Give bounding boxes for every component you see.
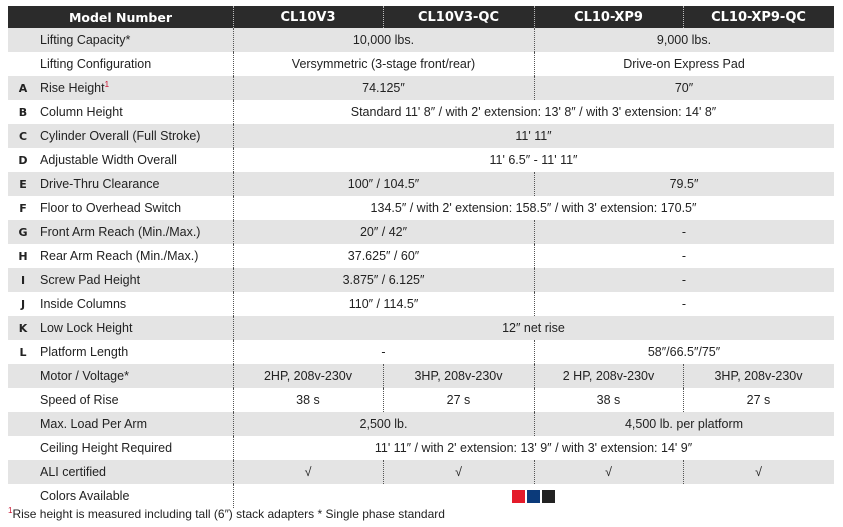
divider xyxy=(534,6,535,28)
row-label-text xyxy=(38,273,140,287)
row-letter: E xyxy=(19,177,27,191)
row-letter: C xyxy=(18,129,28,143)
table-row xyxy=(8,52,834,76)
row-label-text xyxy=(38,417,147,431)
spec-value: 11' 6.5″ - 11' 11″ xyxy=(489,153,578,167)
spec-value: 3HP, 208v-230v xyxy=(414,369,503,383)
spec-value: - xyxy=(681,273,687,287)
table-row xyxy=(8,316,834,340)
spec-value: 12″ net rise xyxy=(502,321,565,335)
table-row xyxy=(8,436,834,460)
row-label-text xyxy=(38,105,123,119)
table-row xyxy=(8,388,834,412)
row-label xyxy=(8,148,233,172)
label-text: Motor / Voltage* xyxy=(40,369,129,383)
divider xyxy=(233,52,234,76)
row-label-text xyxy=(38,321,132,335)
divider xyxy=(233,76,234,100)
row-letter: L xyxy=(19,345,27,359)
color-swatch xyxy=(527,490,540,503)
spec-value: 2,500 lb. xyxy=(359,417,408,431)
divider xyxy=(233,364,234,388)
row-letter: H xyxy=(18,249,28,263)
table-header xyxy=(8,6,834,28)
row-label xyxy=(8,340,233,364)
header-model-1: CL10V3 xyxy=(280,9,336,25)
table-row xyxy=(8,124,834,148)
spec-value: 58″/66.5″/75″ xyxy=(647,345,721,359)
label-text: Screw Pad Height xyxy=(40,273,141,287)
divider xyxy=(233,388,234,412)
label-text: Inside Columns xyxy=(40,297,127,311)
row-label xyxy=(8,124,233,148)
color-swatch xyxy=(512,490,525,503)
spec-value: 10,000 lbs. xyxy=(352,33,415,47)
row-label-text xyxy=(38,129,200,143)
label-text: Lifting Capacity* xyxy=(40,33,131,47)
color-swatches xyxy=(233,484,834,508)
row-label xyxy=(8,292,233,316)
spec-value: - xyxy=(681,249,687,263)
divider xyxy=(233,220,234,244)
row-letter: G xyxy=(18,225,28,239)
row-label-text xyxy=(38,345,128,359)
divider xyxy=(233,268,234,292)
spec-value: √ xyxy=(455,465,462,479)
row-label xyxy=(8,172,233,196)
divider xyxy=(383,460,384,484)
spec-value: - xyxy=(681,225,687,239)
spec-value: Drive-on Express Pad xyxy=(623,57,745,71)
table-row xyxy=(8,292,834,316)
footnote xyxy=(8,506,445,521)
divider xyxy=(233,316,234,340)
divider xyxy=(534,76,535,100)
label-text: Colors Available xyxy=(40,489,130,503)
header-model-number xyxy=(8,6,233,28)
spec-value: 11' 11″ xyxy=(515,129,552,143)
spec-value: 4,500 lb. per platform xyxy=(624,417,744,431)
label-text: Cylinder Overall (Full Stroke) xyxy=(40,129,201,143)
row-label-text xyxy=(38,441,172,455)
table-row xyxy=(8,172,834,196)
row-label xyxy=(8,196,233,220)
spec-value: Versymmetric (3-stage front/rear) xyxy=(291,57,476,71)
divider xyxy=(383,388,384,412)
row-label-text xyxy=(38,57,151,71)
spec-value: Standard 11' 8″ / with 2' extension: 13' 8″ / with 3' extension: 14' 8″ xyxy=(350,105,717,119)
row-letter: F xyxy=(19,201,27,215)
row-label-text xyxy=(38,201,181,215)
label-text: Front Arm Reach (Min./Max.) xyxy=(40,225,201,239)
label-text: Low Lock Height xyxy=(40,321,133,335)
divider xyxy=(534,52,535,76)
divider xyxy=(233,6,234,28)
row-label-text xyxy=(38,393,119,407)
divider xyxy=(233,292,234,316)
spec-value: √ xyxy=(605,465,612,479)
table-row xyxy=(8,412,834,436)
table-row xyxy=(8,76,834,100)
divider xyxy=(233,436,234,460)
divider xyxy=(534,412,535,436)
label-text: Rise Height xyxy=(40,81,105,96)
table-row xyxy=(8,268,834,292)
row-label-text xyxy=(38,33,130,47)
divider xyxy=(233,412,234,436)
label-text: Adjustable Width Overall xyxy=(40,153,177,167)
table-row xyxy=(8,220,834,244)
table-row xyxy=(8,364,834,388)
table-row xyxy=(8,196,834,220)
spec-value: 100″ / 104.5″ xyxy=(347,177,420,191)
row-label xyxy=(8,388,233,412)
divider xyxy=(233,124,234,148)
spec-value: 20″ / 42″ xyxy=(359,225,408,239)
footnote-text: Rise height is measured including tall (6″) stack adapters * Single phase standard xyxy=(12,507,445,521)
divider xyxy=(683,364,684,388)
spec-value: 11' 11″ / with 2' extension: 13' 9″ / with 3' extension: 14' 9″ xyxy=(374,441,693,455)
label-text: Platform Length xyxy=(40,345,129,359)
row-label xyxy=(8,412,233,436)
table-row xyxy=(8,484,834,508)
label-text: Max. Load Per Arm xyxy=(40,417,147,431)
row-label xyxy=(8,460,233,484)
table-row xyxy=(8,100,834,124)
spec-value: √ xyxy=(755,465,762,479)
spec-value: 37.625″ / 60″ xyxy=(347,249,420,263)
label-text: Column Height xyxy=(40,105,123,119)
row-label-text xyxy=(38,297,126,311)
spec-value: - xyxy=(681,297,687,311)
row-label-text xyxy=(38,225,200,239)
spec-value: 38 s xyxy=(596,393,621,407)
row-letter: B xyxy=(18,105,28,119)
spec-value: 3.875″ / 6.125″ xyxy=(342,273,425,287)
divider xyxy=(233,244,234,268)
row-label-text xyxy=(38,369,129,383)
row-label xyxy=(8,220,233,244)
divider xyxy=(534,460,535,484)
row-label-text xyxy=(38,249,198,263)
table-row xyxy=(8,244,834,268)
divider xyxy=(683,388,684,412)
spec-value: 9,000 lbs. xyxy=(656,33,712,47)
row-label xyxy=(8,316,233,340)
spec-value: - xyxy=(381,345,386,359)
table-row xyxy=(8,460,834,484)
row-label xyxy=(8,244,233,268)
row-label xyxy=(8,268,233,292)
spec-value: 2 HP, 208v-230v xyxy=(562,369,655,383)
divider xyxy=(534,220,535,244)
divider xyxy=(534,340,535,364)
spec-value: 110″ / 114.5″ xyxy=(348,297,419,311)
divider xyxy=(233,340,234,364)
row-label xyxy=(8,436,233,460)
row-label-text xyxy=(38,153,177,167)
header-model-4: CL10-XP9-QC xyxy=(711,9,806,25)
spec-value: 79.5″ xyxy=(669,177,699,191)
header-model-3: CL10-XP9 xyxy=(574,9,643,25)
header-label: Model Number xyxy=(68,9,173,25)
row-label xyxy=(8,364,233,388)
row-label xyxy=(8,484,233,508)
spec-value: 38 s xyxy=(296,393,320,407)
divider xyxy=(534,388,535,412)
label-text: Ceiling Height Required xyxy=(40,441,173,455)
spec-value: 74.125″ xyxy=(362,81,405,95)
spec-value: 70″ xyxy=(674,81,694,95)
divider xyxy=(233,460,234,484)
label-text: Speed of Rise xyxy=(40,393,119,407)
table-row xyxy=(8,340,834,364)
label-text: Floor to Overhead Switch xyxy=(40,201,182,215)
row-label-text xyxy=(38,80,109,95)
label-text: Lifting Configuration xyxy=(40,57,152,71)
divider xyxy=(534,268,535,292)
row-label-text xyxy=(38,465,106,479)
divider xyxy=(534,292,535,316)
row-letter: K xyxy=(18,321,28,335)
label-text: Drive-Thru Clearance xyxy=(40,177,160,191)
divider xyxy=(534,364,535,388)
divider xyxy=(233,28,234,52)
color-swatch xyxy=(542,490,555,503)
row-label xyxy=(8,100,233,124)
divider xyxy=(383,6,384,28)
spec-value: √ xyxy=(304,465,312,479)
spec-table xyxy=(8,6,834,508)
spec-value: 27 s xyxy=(746,393,771,407)
divider xyxy=(683,460,684,484)
label-text: Rear Arm Reach (Min./Max.) xyxy=(40,249,199,263)
row-label xyxy=(8,28,233,52)
row-label-text xyxy=(38,489,129,503)
row-label xyxy=(8,76,233,100)
spec-value: 134.5″ / with 2' extension: 158.5″ / with 3' extension: 170.5″ xyxy=(370,201,697,215)
row-label-text xyxy=(38,177,159,191)
row-letter: D xyxy=(18,153,28,167)
divider xyxy=(683,6,684,28)
divider xyxy=(233,172,234,196)
spec-value: 27 s xyxy=(446,393,471,407)
row-label xyxy=(8,52,233,76)
footnote-ref: 1 xyxy=(104,80,110,90)
table-row xyxy=(8,148,834,172)
divider xyxy=(233,148,234,172)
row-letter: J xyxy=(20,297,26,311)
divider xyxy=(233,100,234,124)
divider xyxy=(233,484,234,508)
divider xyxy=(534,28,535,52)
divider xyxy=(534,244,535,268)
label-text: ALI certified xyxy=(40,465,107,479)
row-letter: I xyxy=(20,273,26,287)
footnote-marker: 1 xyxy=(8,506,13,515)
divider xyxy=(383,364,384,388)
spec-value: 3HP, 208v-230v xyxy=(714,369,803,383)
spec-value: 2HP, 208v-230v xyxy=(263,369,353,383)
divider xyxy=(534,172,535,196)
row-letter: A xyxy=(18,81,28,95)
header-model-2: CL10V3-QC xyxy=(417,9,499,25)
divider xyxy=(233,196,234,220)
table-row xyxy=(8,28,834,52)
